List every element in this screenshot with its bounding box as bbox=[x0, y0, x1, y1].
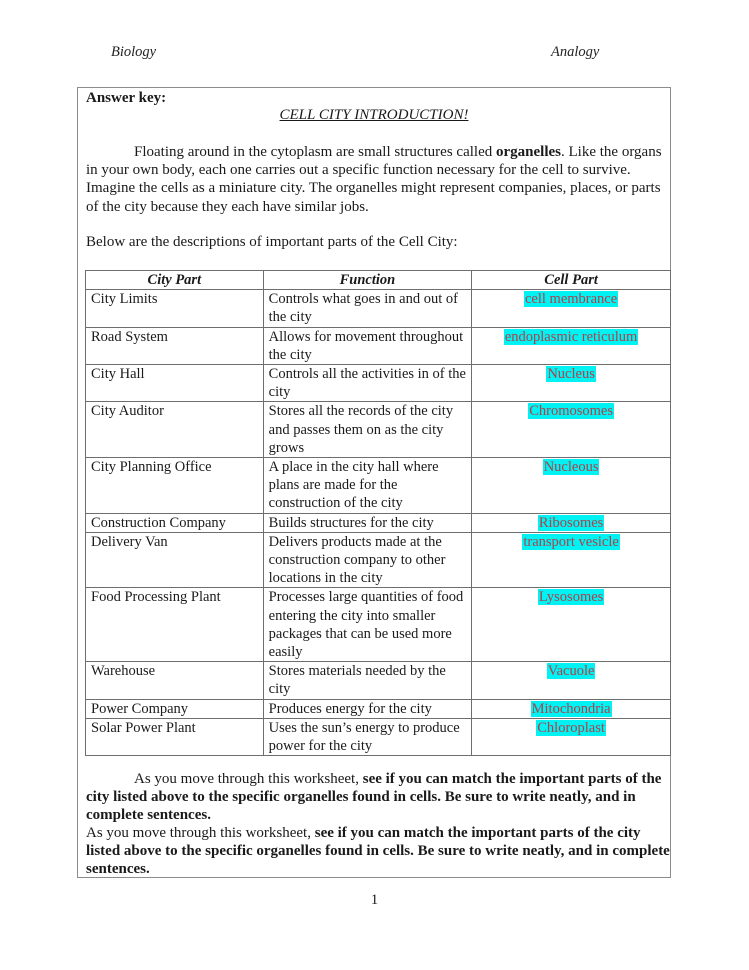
header-topic: Analogy bbox=[551, 44, 600, 60]
answer-highlight: Ribosomes bbox=[538, 514, 604, 531]
answer-highlight: Nucleus bbox=[547, 366, 595, 383]
cell-part-cell bbox=[472, 402, 671, 458]
function-cell: Produces energy for the city bbox=[263, 699, 472, 718]
table-row bbox=[86, 402, 671, 458]
intro-paragraph bbox=[86, 143, 666, 216]
table-header-row bbox=[86, 271, 671, 290]
table-row bbox=[86, 365, 671, 402]
answer-key-box bbox=[77, 87, 671, 878]
city-part-cell: Food Processing Plant bbox=[86, 588, 264, 662]
function-cell: Processes large quantities of food entering the city into smaller packages that can be used more easily bbox=[263, 588, 472, 662]
table-row bbox=[86, 290, 671, 327]
cell-part-cell bbox=[472, 588, 671, 662]
cell-part-cell bbox=[472, 718, 671, 755]
cell-part-cell bbox=[472, 290, 671, 327]
intro-text-1: Floating around in the cytoplasm are small structures called bbox=[134, 144, 496, 160]
function-cell: Builds structures for the city bbox=[263, 513, 472, 532]
city-part-cell: City Planning Office bbox=[86, 458, 264, 514]
table-row bbox=[86, 327, 671, 364]
intro-text-2: . Like the organs in your own body, each one carries out a specific function necessary for the cell to survive. Imagine the cells as a miniature city. The organelles might represent companies, places, or parts of the city because they each have similar jobs. bbox=[86, 144, 662, 215]
cell-part-cell bbox=[472, 699, 671, 718]
header-subject: Biology bbox=[111, 44, 157, 60]
cell-part-cell bbox=[472, 662, 671, 699]
function-cell: Delivers products made at the construction company to other locations in the city bbox=[263, 532, 472, 588]
header-cell-part: Cell Part bbox=[472, 271, 671, 290]
page-number: 1 bbox=[370, 892, 379, 908]
table-row bbox=[86, 532, 671, 588]
city-part-cell: Power Company bbox=[86, 699, 264, 718]
answer-highlight: transport vesicle bbox=[523, 533, 619, 550]
function-cell: Allows for movement throughout the city bbox=[263, 327, 472, 364]
answer-highlight: cell membrance bbox=[525, 291, 618, 308]
closing-text: As you move through this worksheet, bbox=[134, 771, 363, 787]
cell-part-cell bbox=[472, 327, 671, 364]
function-cell: Uses the sun’s energy to produce power for the city bbox=[263, 718, 472, 755]
closing-paragraph-indented bbox=[86, 770, 670, 825]
function-cell: Controls what goes in and out of the city bbox=[263, 290, 472, 327]
city-part-cell: City Auditor bbox=[86, 402, 264, 458]
answer-highlight: Nucleous bbox=[543, 459, 599, 476]
city-part-cell: Road System bbox=[86, 327, 264, 364]
answer-highlight: endoplasmic reticulum bbox=[504, 328, 638, 345]
table-row bbox=[86, 458, 671, 514]
city-part-cell: Solar Power Plant bbox=[86, 718, 264, 755]
closing-text: As you move through this worksheet, bbox=[86, 825, 315, 841]
header-city-part: City Part bbox=[86, 271, 264, 290]
answer-highlight: Chromosomes bbox=[529, 403, 613, 420]
answer-highlight: Mitochondria bbox=[531, 700, 611, 717]
answer-key-label: Answer key: bbox=[86, 90, 167, 106]
answer-highlight: Chloroplast bbox=[537, 719, 605, 736]
function-cell: Stores all the records of the city and passes them on as the city grows bbox=[263, 402, 472, 458]
table-intro-text: Below are the descriptions of important parts of the Cell City: bbox=[86, 234, 458, 250]
city-part-cell: Delivery Van bbox=[86, 532, 264, 588]
page-title: CELL CITY INTRODUCTION! bbox=[279, 107, 469, 123]
cell-city-table bbox=[85, 270, 671, 756]
table-row bbox=[86, 513, 671, 532]
answer-highlight: Vacuole bbox=[547, 663, 595, 680]
table-row bbox=[86, 588, 671, 662]
city-part-cell: Warehouse bbox=[86, 662, 264, 699]
closing-paragraph-repeat bbox=[86, 824, 670, 879]
table-row bbox=[86, 662, 671, 699]
function-cell: Stores materials needed by the city bbox=[263, 662, 472, 699]
intro-bold-term: organelles bbox=[496, 144, 561, 160]
cell-part-cell bbox=[472, 513, 671, 532]
answer-highlight: Lysosomes bbox=[538, 589, 604, 606]
cell-part-cell bbox=[472, 365, 671, 402]
function-cell: A place in the city hall where plans are made for the construction of the city bbox=[263, 458, 472, 514]
closing-bold-instruction: see if you can match the important parts of the city listed above to the specific organelles found in cells. Be sure to write neatly, and in complete sentences. bbox=[86, 825, 670, 878]
table-row bbox=[86, 699, 671, 718]
header-function: Function bbox=[263, 271, 472, 290]
city-part-cell: Construction Company bbox=[86, 513, 264, 532]
cell-part-cell bbox=[472, 532, 671, 588]
cell-part-cell bbox=[472, 458, 671, 514]
city-part-cell: City Limits bbox=[86, 290, 264, 327]
city-part-cell: City Hall bbox=[86, 365, 264, 402]
closing-bold-instruction: see if you can match the important parts of the city listed above to the specific organelles found in cells. Be sure to write neatly, and in complete sentences. bbox=[86, 771, 662, 824]
function-cell: Controls all the activities in of the city bbox=[263, 365, 472, 402]
table-row bbox=[86, 718, 671, 755]
